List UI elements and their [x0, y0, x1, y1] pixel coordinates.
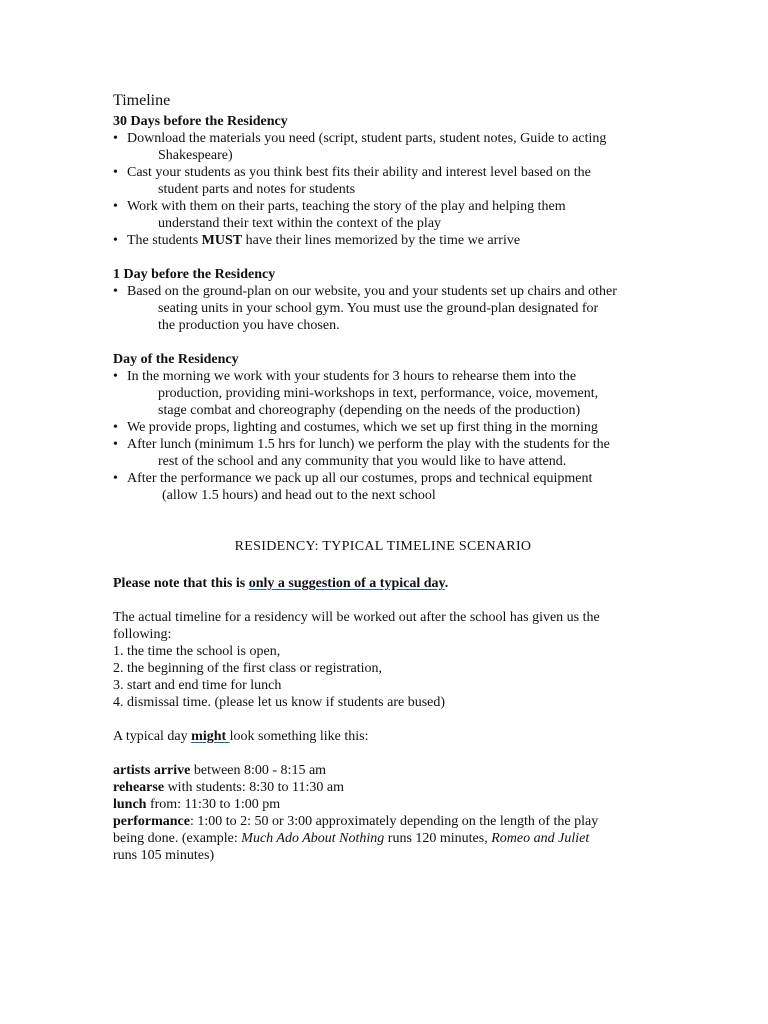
typical-day-line: A typical day might look something like this:	[113, 729, 369, 744]
must-emphasis: MUST	[201, 233, 243, 248]
intro-line: following:	[113, 627, 172, 642]
bullet-icon: •	[113, 165, 118, 180]
list-item: • Work with them on their parts, teaching the story of the play and helping them understand their text within the context of the play	[113, 199, 566, 231]
schedule-performance: performance: 1:00 to 2: 50 or 3:00 approximately depending on the length of the play	[113, 814, 599, 829]
list-item: • Cast your students as you think best fits their ability and interest level based on the student parts and notes for students	[113, 165, 591, 197]
bullet-icon: •	[113, 233, 118, 248]
bullet-list	[113, 130, 693, 249]
list-item: • We provide props, lighting and costumes, which we set up first thing in the morning	[113, 420, 598, 435]
suggestion-emphasis: only a suggestion of a typical day	[248, 576, 445, 591]
list-item: • Based on the ground-plan on our website, you and your students set up chairs and other seating units in your school gym. You must use the ground-plan designated for the production you have chosen.	[113, 284, 617, 333]
bullet-list	[113, 368, 693, 504]
numbered-item: 4. dismissal time. (please let us know if students are bused)	[113, 695, 446, 710]
bullet-icon: •	[113, 131, 118, 146]
bullet-icon: •	[113, 369, 118, 384]
schedule-performance-cont: runs 105 minutes)	[113, 848, 215, 863]
document-page	[113, 91, 693, 864]
section-heading: 30 Days before the Residency	[113, 114, 288, 129]
bullet-icon: •	[113, 437, 118, 452]
section-heading: Day of the Residency	[113, 352, 239, 367]
bullet-icon: •	[113, 199, 118, 214]
bullet-icon: •	[113, 420, 118, 435]
might-emphasis: might	[191, 729, 230, 744]
list-item: • After lunch (minimum 1.5 hrs for lunch) we perform the play with the students for the rest of the school and any community that you would like to have attend.	[113, 437, 610, 469]
schedule-performance-cont: being done. (example: Much Ado About Nothing runs 120 minutes, Romeo and Juliet	[113, 831, 590, 846]
bullet-list	[113, 283, 693, 334]
note-line: Please note that this is only a suggestion of a typical day.	[113, 576, 449, 591]
section-day-of	[113, 351, 693, 504]
bullet-icon: •	[113, 471, 118, 486]
list-item: • The students MUST have their lines memorized by the time we arrive	[113, 233, 521, 248]
list-item: • In the morning we work with your students for 3 hours to rehearse them into the production, providing mini-workshops in text, performance, voice, movement, stage combat and choreography (depending on the needs of the production)	[113, 369, 599, 418]
section-1-day	[113, 266, 693, 334]
section-30-days	[113, 113, 693, 249]
list-item: • Download the materials you need (script, student parts, student notes, Guide to acting Shakespeare)	[113, 131, 607, 163]
scenario-heading: RESIDENCY: TYPICAL TIMELINE SCENARIO	[234, 539, 532, 554]
page-title: Timeline	[113, 92, 171, 109]
section-heading: 1 Day before the Residency	[113, 267, 276, 282]
numbered-item: 3. start and end time for lunch	[113, 678, 282, 693]
list-item: • After the performance we pack up all our costumes, props and technical equipment (allow 1.5 hours) and head out to the next school	[113, 471, 593, 503]
numbered-item: 2. the beginning of the first class or registration,	[113, 661, 383, 676]
schedule-lunch: lunch from: 11:30 to 1:00 pm	[113, 797, 281, 812]
schedule-rehearse: rehearse with students: 8:30 to 11:30 am	[113, 780, 344, 795]
schedule-arrive: artists arrive between 8:00 - 8:15 am	[113, 763, 327, 778]
numbered-item: 1. the time the school is open,	[113, 644, 281, 659]
bullet-icon: •	[113, 284, 118, 299]
intro-line: The actual timeline for a residency will be worked out after the school has given us the	[113, 610, 600, 625]
